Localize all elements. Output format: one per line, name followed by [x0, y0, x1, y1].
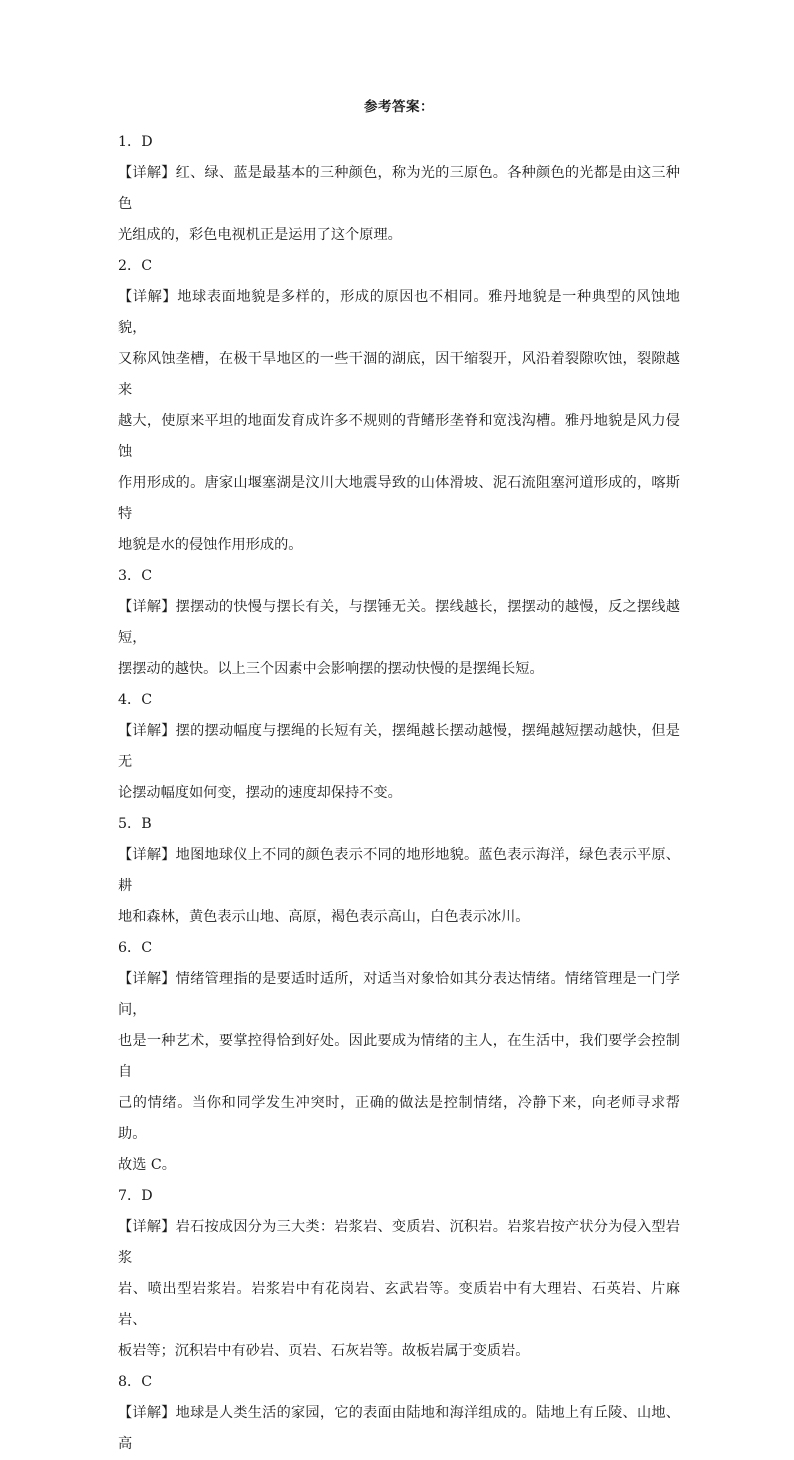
explanation-line: 论摆动幅度如何变，摆动的速度却保持不变。 — [118, 785, 402, 801]
answer-number: 6．C — [118, 940, 153, 956]
answer-number: 3．C — [118, 568, 153, 584]
answer-item — [118, 1181, 680, 1367]
explanation-line: 也是一种艺术，要掌控得恰到好处。因此要成为情绪的主人，在生活中，我们要学会控制自 — [118, 1033, 680, 1080]
explanation-line: 摆摆动的越快。以上三个因素中会影响摆的摆动快慢的是摆绳长短。 — [118, 661, 544, 677]
explanation-line: 【详解】摆摆动的快慢与摆长有关，与摆锤无关。摆线越长，摆摆动的越慢，反之摆线越短， — [118, 599, 680, 646]
answer-item — [118, 251, 680, 561]
explanation-line: 【详解】红、绿、蓝是最基本的三种颜色，称为光的三原色。各种颜色的光都是由这三种色 — [118, 165, 680, 212]
explanation-line: 光组成的，彩色电视机正是运用了这个原理。 — [118, 227, 402, 243]
explanation-line: 越大，使原来平坦的地面发育成许多不规则的背鳍形垄脊和宽浅沟槽。雅丹地貌是风力侵蚀 — [118, 413, 680, 460]
explanation-line: 岩、喷出型岩浆岩。岩浆岩中有花岗岩、玄武岩等。变质岩中有大理岩、石英岩、片麻岩、 — [118, 1281, 680, 1328]
answer-item — [118, 933, 680, 1181]
answer-number: 4．C — [118, 692, 153, 708]
answer-explanation — [118, 840, 680, 933]
answer-number: 8．C — [118, 1374, 153, 1390]
explanation-line: 【详解】地球表面地貌是多样的，形成的原因也不相同。雅丹地貌是一种典型的风蚀地貌， — [118, 289, 680, 336]
explanation-line: 故选 C。 — [118, 1157, 176, 1173]
answer-item — [118, 561, 680, 685]
answer-explanation — [118, 592, 680, 685]
explanation-line: 【详解】地球是人类生活的家园，它的表面由陆地和海洋组成的。陆地上有丘陵、山地、高 — [118, 1405, 680, 1452]
explanation-line: 【详解】地图地球仪上不同的颜色表示不同的地形地貌。蓝色表示海洋，绿色表示平原、耕 — [118, 847, 680, 894]
answer-explanation — [118, 716, 680, 809]
explanation-line: 己的情绪。当你和同学发生冲突时，正确的做法是控制情绪，冷静下来，向老师寻求帮助。 — [118, 1095, 680, 1142]
answer-content — [118, 96, 680, 1460]
answer-explanation — [118, 158, 680, 251]
answer-number: 2．C — [118, 258, 153, 274]
answer-explanation — [118, 1398, 680, 1460]
answer-explanation — [118, 1212, 680, 1367]
explanation-line: 作用形成的。唐家山堰塞湖是汶川大地震导致的山体滑坡、泥石流阻塞河道形成的，喀斯特 — [118, 475, 680, 522]
explanation-line: 【详解】摆的摆动幅度与摆绳的长短有关，摆绳越长摆动越慢，摆绳越短摆动越快，但是无 — [118, 723, 680, 770]
explanation-line: 又称风蚀垄槽，在极干旱地区的一些干涸的湖底，因干缩裂开，风沿着裂隙吹蚀，裂隙越来 — [118, 351, 680, 398]
answer-number: 7．D — [118, 1188, 153, 1204]
answer-number: 5．B — [118, 816, 152, 832]
answer-item — [118, 685, 680, 809]
answer-number: 1．D — [118, 134, 153, 150]
explanation-line: 板岩等；沉积岩中有砂岩、页岩、石灰岩等。故板岩属于变质岩。 — [118, 1343, 530, 1359]
explanation-line: 地和森林，黄色表示山地、高原，褐色表示高山，白色表示冰川。 — [118, 909, 530, 925]
answer-item — [118, 1367, 680, 1460]
answer-item — [118, 127, 680, 251]
answer-explanation — [118, 964, 680, 1181]
explanation-line: 【详解】岩石按成因分为三大类：岩浆岩、变质岩、沉积岩。岩浆岩按产状分为侵入型岩浆 — [118, 1219, 680, 1266]
explanation-line: 地貌是水的侵蚀作用形成的。 — [118, 537, 303, 553]
answer-explanation — [118, 282, 680, 561]
answer-item — [118, 809, 680, 933]
page-title: 参考答案： — [364, 99, 434, 115]
explanation-line: 【详解】情绪管理指的是要适时适所，对适当对象恰如其分表达情绪。情绪管理是一门学问， — [118, 971, 680, 1018]
